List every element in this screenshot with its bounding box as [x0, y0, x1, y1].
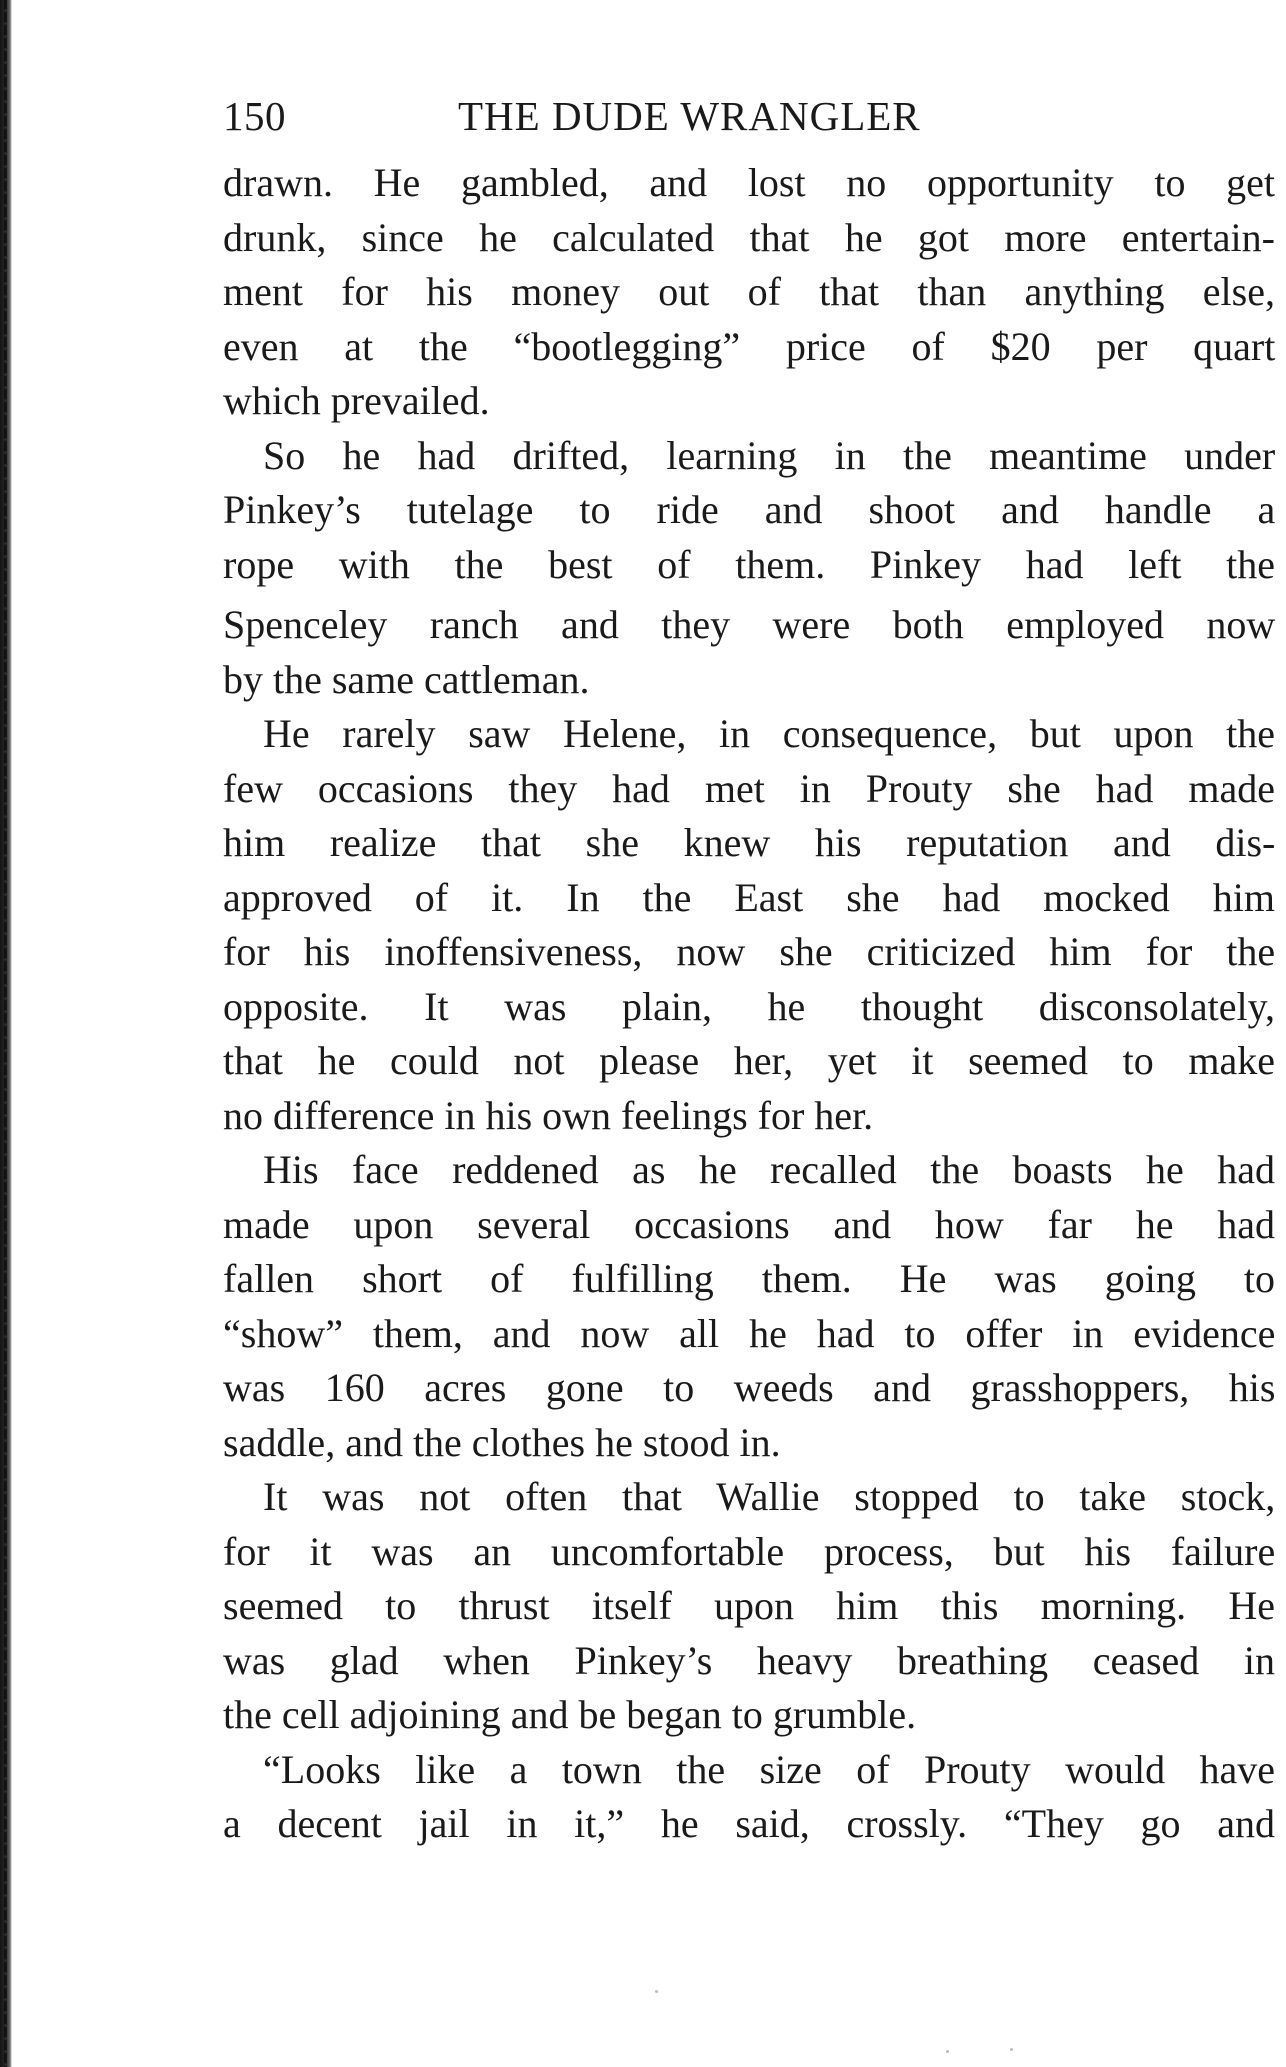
text-line: was 160 acres gone to weeds and grasshoppers, his — [223, 1365, 1276, 1410]
paper-speck — [1010, 2048, 1013, 2051]
text-line: drawn. He gambled, and lost no opportunity to get — [223, 160, 1275, 205]
text-line: even at the “bootlegging” price of $20 per quart — [223, 323, 1276, 369]
text-line: rope with the best of them. Pinkey had left the — [223, 541, 1275, 587]
text-line: fallen short of fulfilling them. He was going to — [223, 1256, 1275, 1301]
text-line: no difference in his own feelings for her. — [223, 1092, 874, 1138]
paragraph — [223, 707, 1275, 1143]
text-line: He rarely saw Helene, in consequence, but upon the — [263, 711, 1275, 756]
text-line: for it was an uncomfortable process, but his failure — [223, 1528, 1276, 1574]
text-line: drunk, since he calculated that he got more entertain- — [223, 214, 1275, 260]
text-line: “Looks like a town the size of Prouty would have — [263, 1746, 1276, 1792]
text-line: few occasions they had met in Prouty she had made — [223, 765, 1275, 811]
text-line: ment for his money out of that than anything else, — [223, 269, 1275, 314]
book-page — [223, 88, 1275, 1852]
text-line: His face reddened as he recalled the boasts he had — [263, 1147, 1275, 1192]
text-line: Spenceley ranch and they were both employed now — [223, 602, 1276, 647]
paper-speck — [655, 1990, 658, 1993]
text-line: opposite. It was plain, he thought disconsolately, — [223, 983, 1275, 1029]
text-line: that he could not please her, yet it seemed to make — [223, 1038, 1275, 1083]
text-line: by the same cattleman. — [223, 656, 590, 702]
paragraph — [223, 429, 1275, 708]
text-line: saddle, and the clothes he stood in. — [223, 1419, 781, 1465]
text-line: approved of it. In the East she had mocked him — [223, 874, 1275, 920]
text-line: seemed to thrust itself upon him this morning. He — [223, 1583, 1275, 1628]
paragraph — [223, 1470, 1275, 1743]
text-line: for his inoffensiveness, now she criticized him for the — [223, 929, 1276, 974]
paragraph — [223, 156, 1275, 429]
text-line: Pinkey’s tutelage to ride and shoot and handle a — [223, 487, 1276, 532]
page-binding-edge — [0, 0, 12, 2067]
text-line: “show” them, and now all he had to offer in evidence — [223, 1310, 1276, 1356]
text-line: the cell adjoining and be began to grumble. — [223, 1692, 917, 1737]
text-line: So he had drifted, learning in the meantime under — [263, 432, 1276, 478]
text-line: made upon several occasions and how far he had — [223, 1201, 1275, 1247]
text-line: which prevailed. — [223, 378, 490, 423]
paper-speck — [946, 2050, 949, 2053]
paragraph — [223, 1743, 1275, 1852]
text-line: him realize that she knew his reputation and dis- — [223, 820, 1276, 865]
text-line: was glad when Pinkey’s heavy breathing ceased in — [223, 1637, 1275, 1683]
running-head — [223, 88, 1275, 144]
text-line: a decent jail in it,” he said, crossly. “They go and — [223, 1801, 1275, 1846]
paragraph — [223, 1143, 1275, 1470]
body-text — [223, 156, 1275, 1852]
text-line: It was not often that Wallie stopped to take stock, — [263, 1474, 1276, 1519]
running-title: THE DUDE WRANGLER — [458, 93, 921, 139]
page-number: 150 — [223, 93, 286, 139]
